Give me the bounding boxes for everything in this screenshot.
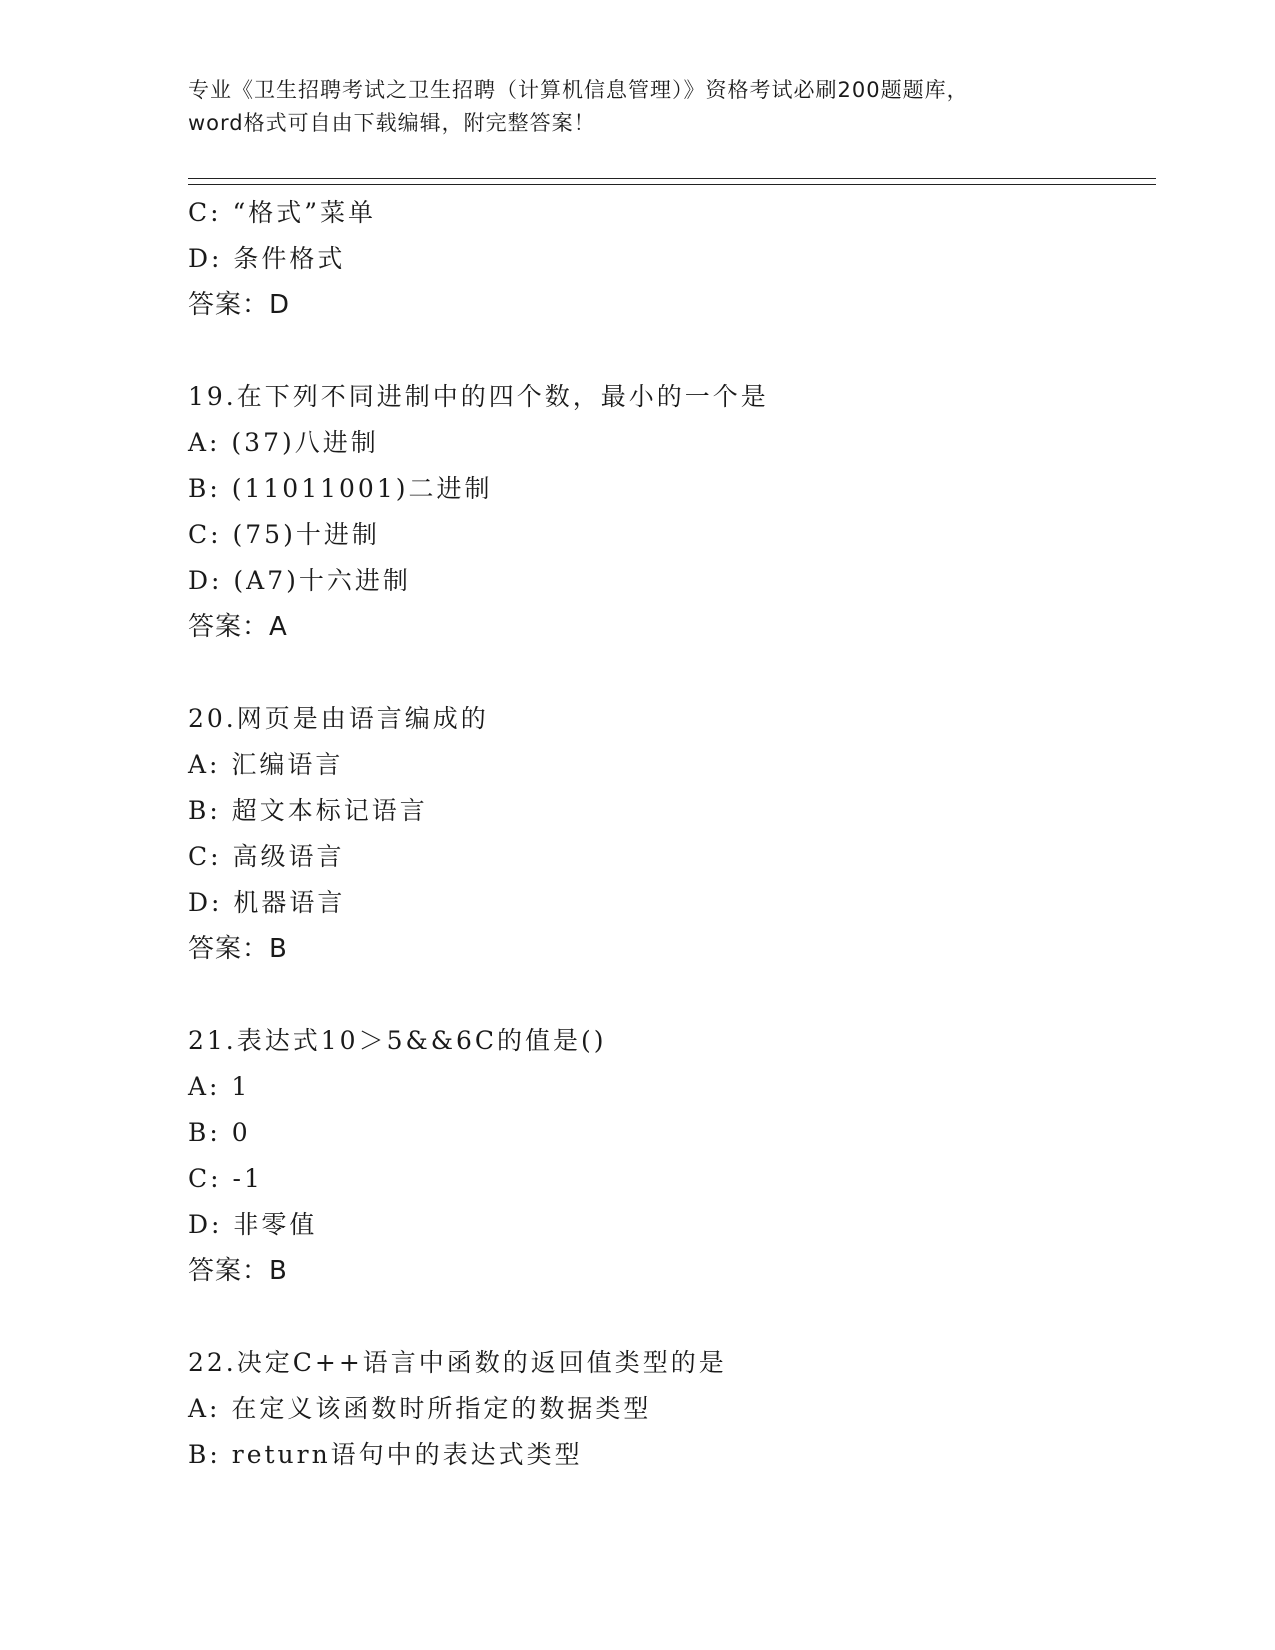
option-c: C: -1 xyxy=(188,1164,263,1193)
option-b: B: 超文本标记语言 xyxy=(188,796,428,825)
option-d: D: (A7)十六进制 xyxy=(188,566,411,595)
answer-line: 答案：A xyxy=(188,612,288,642)
question-stem: 19.在下列不同进制中的四个数，最小的一个是 xyxy=(188,382,769,411)
option-b: B: return语句中的表达式类型 xyxy=(188,1440,583,1469)
header-divider-bottom xyxy=(188,184,1156,185)
question-22 xyxy=(188,1340,1148,1478)
answer-line: 答案：B xyxy=(188,1256,288,1286)
document-body xyxy=(188,190,1148,1478)
question-19 xyxy=(188,374,1148,650)
question-stem: 21.表达式10＞5&&6C的值是() xyxy=(188,1026,607,1055)
option-d: D: 非零值 xyxy=(188,1210,318,1239)
option-c: C: “格式”菜单 xyxy=(188,198,377,227)
option-a: A: 1 xyxy=(188,1072,251,1101)
question-18-tail xyxy=(188,190,1148,328)
question-21 xyxy=(188,1018,1148,1294)
header-line-2: word格式可自由下载编辑，附完整答案！ xyxy=(188,111,596,135)
question-20 xyxy=(188,696,1148,972)
option-d: D: 机器语言 xyxy=(188,888,346,917)
option-c: C: (75)十进制 xyxy=(188,520,380,549)
header-divider-top xyxy=(188,178,1156,179)
option-a: A: (37)八进制 xyxy=(188,428,379,457)
option-b: B: (11011001)二进制 xyxy=(188,474,493,503)
answer-line: 答案：D xyxy=(188,290,291,320)
header-line-1: 专业《卫生招聘考试之卫生招聘（计算机信息管理）》资格考试必刷200题题库， xyxy=(188,78,969,102)
document-header xyxy=(188,74,1088,140)
option-c: C: 高级语言 xyxy=(188,842,345,871)
option-a: A: 在定义该函数时所指定的数据类型 xyxy=(188,1394,652,1423)
option-b: B: 0 xyxy=(188,1118,251,1147)
question-stem: 22.决定C++语言中函数的返回值类型的是 xyxy=(188,1348,727,1377)
option-d: D: 条件格式 xyxy=(188,244,346,273)
question-stem: 20.网页是由语言编成的 xyxy=(188,704,489,733)
option-a: A: 汇编语言 xyxy=(188,750,344,779)
answer-line: 答案：B xyxy=(188,934,288,964)
